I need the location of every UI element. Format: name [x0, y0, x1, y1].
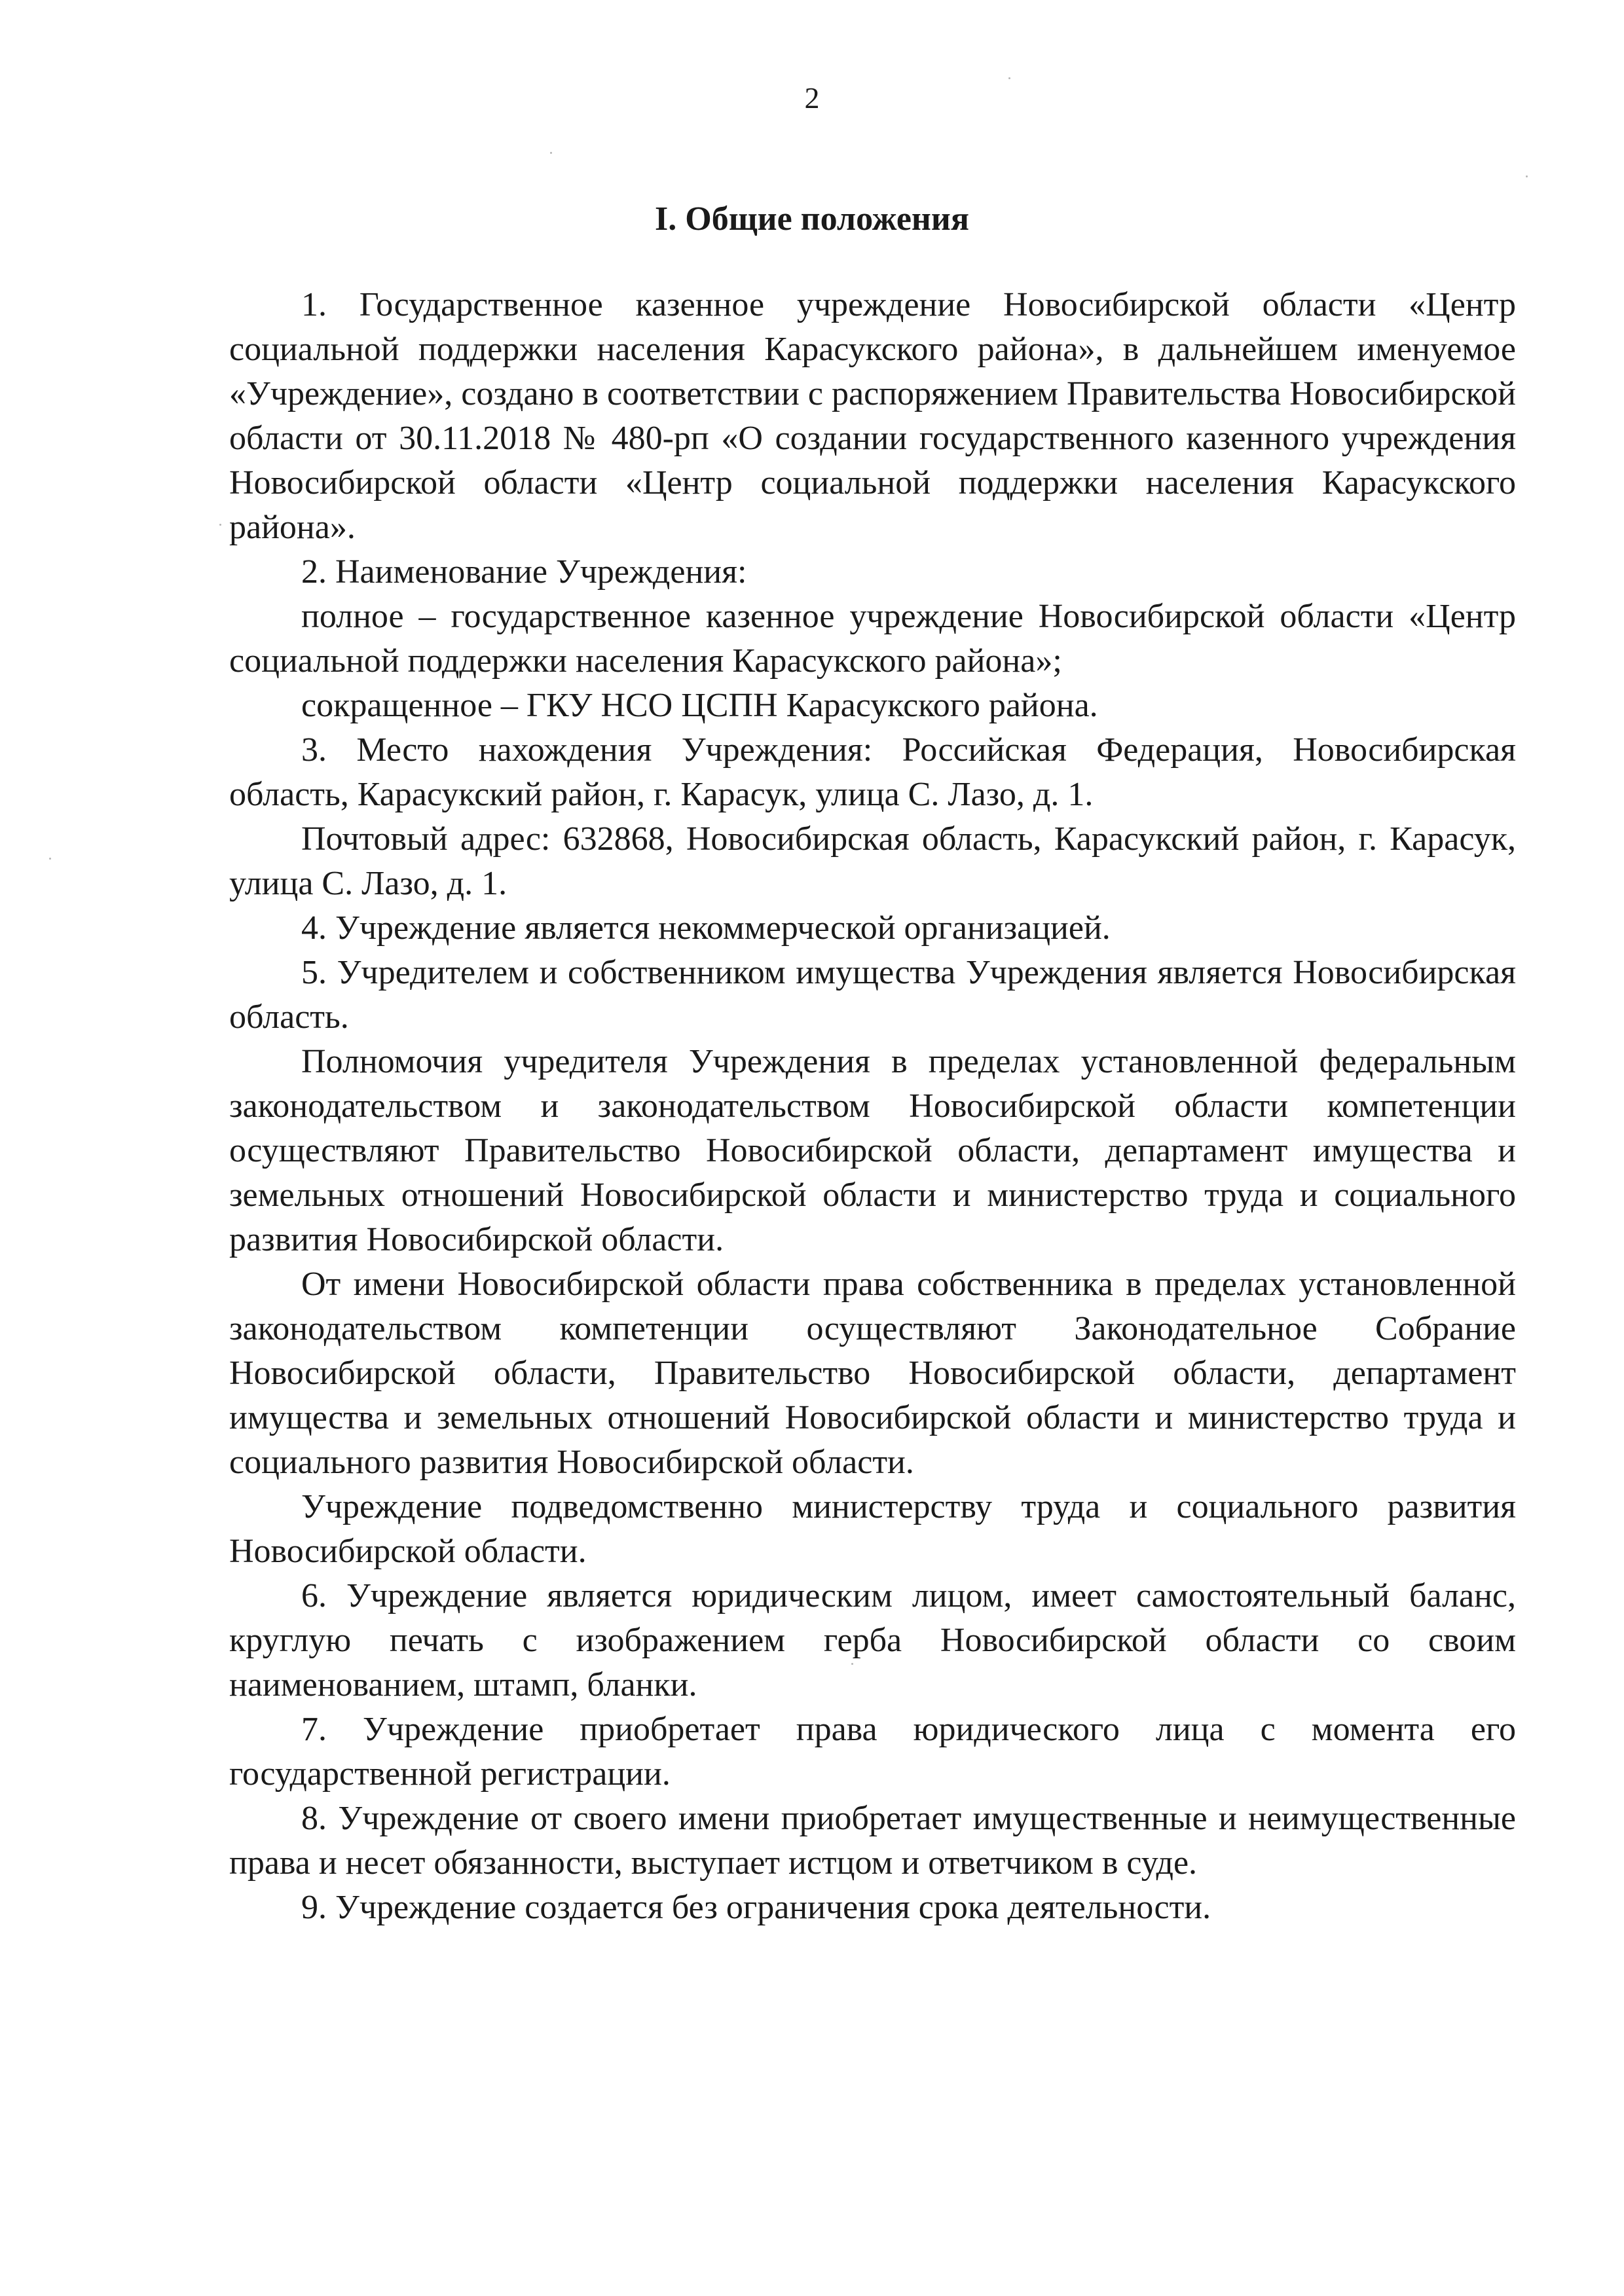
section-heading: I. Общие положения [655, 200, 969, 238]
paragraph-subordination: Учреждение подведомственно министерству труда и социального развития Новосибирской области. [229, 1488, 1516, 1570]
paragraph-2-full-name: полное – государственное казенное учреждение Новосибирской области «Центр социальной поддержки населения Карасукского района»; [229, 598, 1516, 680]
paragraph-1: 1. Государственное казенное учреждение Новосибирской области «Центр социальной поддержки населения Карасукского района», в дальнейшем именуемое «Учреждение», создано в соответствии с распоряжением Правительства Новосибирской области от 30.11.2018 № 480-рп «О создании государственного казенного учреждения Новосибирской области «Центр социальной поддержки населения Карасукского района». [229, 286, 1516, 546]
paragraph-6: 6. Учреждение является юридическим лицом, имеет самостоятельный баланс, круглую печать с изображением герба Новосибирской области со своим наименованием, штамп, бланки. [229, 1577, 1516, 1704]
paragraph-5: 5. Учредителем и собственником имущества Учреждения является Новосибирская область. [229, 954, 1516, 1036]
paragraph-4: 4. Учреждение является некоммерческой организацией. [301, 909, 1111, 947]
paragraph-owner-rights: От имени Новосибирской области права собственника в пределах установленной законодательством компетенции осуществляют Законодательное Собрание Новосибирской области, Правительство Новосибирской области, департамент имущества и земельных отношений Новосибирской области и министерство труда и социального развития Новосибирской области. [229, 1266, 1516, 1481]
scan-speck [550, 152, 552, 154]
paragraph-7: 7. Учреждение приобретает права юридического лица с момента его государственной регистрации. [229, 1711, 1516, 1793]
scan-speck [1008, 77, 1010, 79]
paragraph-founder-powers: Полномочия учредителя Учреждения в пределах установленной федеральным законодательством и законодательством Новосибирской области компетенции осуществляют Правительство Новосибирской области, департамент имущества и земельных отношений Новосибирской области и министерство труда и социального развития Новосибирской области. [229, 1043, 1516, 1258]
paragraph-9: 9. Учреждение создается без ограничения срока деятельности. [301, 1889, 1211, 1926]
paragraph-3: 3. Место нахождения Учреждения: Российская Федерация, Новосибирская область, Карасукский район, г. Карасук, улица С. Лазо, д. 1. [229, 731, 1516, 813]
scan-speck [219, 524, 221, 526]
page-number: 2 [804, 81, 820, 115]
document-body [229, 283, 1516, 1930]
paragraph-2-short-name: сокращенное – ГКУ НСО ЦСПН Карасукского района. [301, 687, 1098, 724]
scan-speck [1526, 175, 1528, 177]
scan-speck [49, 858, 51, 860]
paragraph-2: 2. Наименование Учреждения: [301, 553, 747, 591]
scan-speck [851, 1663, 853, 1665]
paragraph-postal-address: Почтовый адрес: 632868, Новосибирская область, Карасукский район, г. Карасук, улица С. Лазо, д. 1. [229, 820, 1516, 902]
paragraph-8: 8. Учреждение от своего имени приобретает имущественные и неимущественные права и несет обязанности, выступает истцом и ответчиком в суде. [229, 1800, 1516, 1882]
